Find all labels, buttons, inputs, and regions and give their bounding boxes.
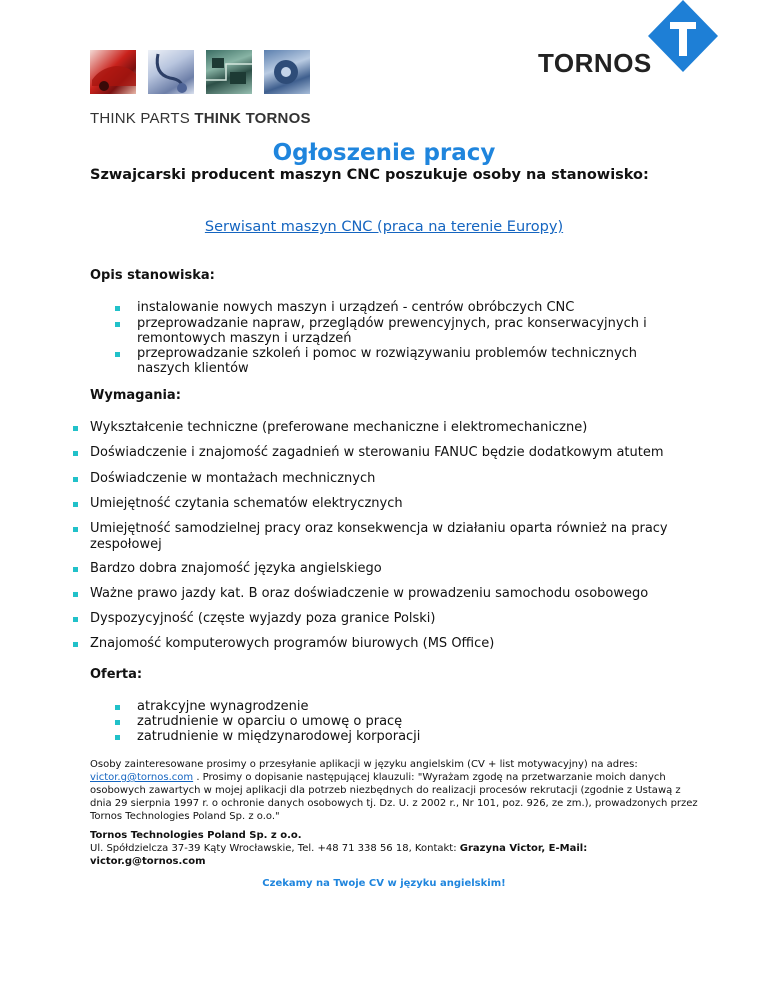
list-item: zatrudnienie w międzynarodowej korporacji [137, 729, 421, 744]
page-title: Ogłoszenie pracy [272, 140, 496, 166]
list-item: Umiejętność czytania schematów elektrycznych [90, 496, 403, 511]
list-item: instalowanie nowych maszyn i urządzeń - centrów obróbczych CNC [137, 300, 575, 315]
list-item: Doświadczenie i znajomość zagadnień w sterowaniu FANUC będzie dodatkowym atutem [90, 445, 664, 460]
contact-person: Grazyna Victor, E-Mail: [459, 843, 588, 854]
company-address: Ul. Spółdzielcza 37-39 Kąty Wrocławskie, Tel. +48 71 338 56 18, Kontakt: [90, 843, 460, 854]
closing-line: Czekamy na Twoje CV w języku angielskim! [262, 878, 506, 889]
company-info [90, 829, 710, 868]
bullet-icon [73, 426, 78, 431]
application-intro: Osoby zainteresowane prosimy o przesyłanie aplikacji w języku angielskim (CV + list motywacyjny) na adres: [90, 759, 638, 770]
tagline-bold: THINK TORNOS [194, 110, 311, 127]
offer-heading: Oferta: [90, 667, 143, 682]
bullet-icon [115, 322, 120, 327]
email-link[interactable]: victor.g@tornos.com [90, 772, 194, 783]
list-item-continuation: remontowych maszyn i urządzeń [137, 331, 352, 346]
logo-text: TORNOS [538, 48, 652, 78]
bullet-icon [73, 451, 78, 456]
list-item-continuation: zespołowej [90, 537, 162, 552]
description-heading: Opis stanowiska: [90, 268, 215, 283]
contact-email: victor.g@tornos.com [90, 856, 206, 867]
list-item: Ważne prawo jazdy kat. B oraz doświadczenie w prowadzeniu samochodu osobowego [90, 586, 649, 601]
stethoscope-image [148, 50, 194, 94]
bullet-icon [115, 705, 120, 710]
list-item: zatrudnienie w oparciu o umowę o pracę [137, 714, 403, 729]
machine-parts-image [264, 50, 310, 94]
tagline-light: THINK PARTS [90, 110, 195, 127]
circuit-board-image [206, 50, 252, 94]
bullet-icon [115, 735, 120, 740]
bullet-icon [73, 617, 78, 622]
consent-clause: . Prosimy o dopisanie następującej klauzuli: "Wyrażam zgodę na przetwarzanie moich danych osobowych zawartych w mojej aplikacji dla potrzeb niezbędnych do realizacji procesów rekrutacji (zgodnie z Ustawą z dnia 29 sierpnia 1997 r. o ochronie danych osobowych tj. Dz. U. z 2002 r., Nr 101, poz. 926, ze zm.), prowadzonych przez Tornos Technologies Poland Sp. z o.o." [90, 772, 698, 822]
bullet-icon [115, 352, 120, 357]
bullet-icon [73, 502, 78, 507]
requirements-heading: Wymagania: [90, 388, 181, 403]
list-item: atrakcyjne wynagrodzenie [137, 699, 309, 714]
position-title-link[interactable]: Serwisant maszyn CNC (praca na terenie Europy) [204, 219, 564, 235]
tornos-logo-mark-icon [648, 0, 718, 72]
list-item: Doświadczenie w montażach mechnicznych [90, 471, 376, 486]
bullet-icon [73, 642, 78, 647]
list-item: przeprowadzanie szkoleń i pomoc w rozwiązywaniu problemów technicznych [137, 346, 638, 361]
bullet-icon [73, 567, 78, 572]
list-item: Bardzo dobra znajomość języka angielskiego [90, 561, 382, 576]
bullet-icon [115, 720, 120, 725]
application-instructions [90, 758, 700, 823]
bullet-icon [73, 592, 78, 597]
tagline [90, 110, 311, 127]
list-item: przeprowadzanie napraw, przeglądów prewencyjnych, prac konserwacyjnych i [137, 316, 647, 331]
bullet-icon [73, 477, 78, 482]
list-item: Dyspozycyjność (częste wyjazdy poza granice Polski) [90, 611, 436, 626]
list-item-continuation: naszych klientów [137, 361, 249, 376]
company-name: Tornos Technologies Poland Sp. z o.o. [90, 830, 302, 841]
car-image [90, 50, 136, 94]
list-item: Wykształcenie techniczne (preferowane mechaniczne i elektromechaniczne) [90, 420, 588, 435]
list-item: Umiejętność samodzielnej pracy oraz konsekwencja w działaniu oparta również na pracy [90, 521, 668, 536]
tornos-logo [538, 0, 718, 78]
list-item: Znajomość komputerowych programów biurowych (MS Office) [90, 636, 495, 651]
subtitle: Szwajcarski producent maszyn CNC poszukuje osoby na stanowisko: [90, 167, 649, 183]
bullet-icon [115, 306, 120, 311]
bullet-icon [73, 527, 78, 532]
